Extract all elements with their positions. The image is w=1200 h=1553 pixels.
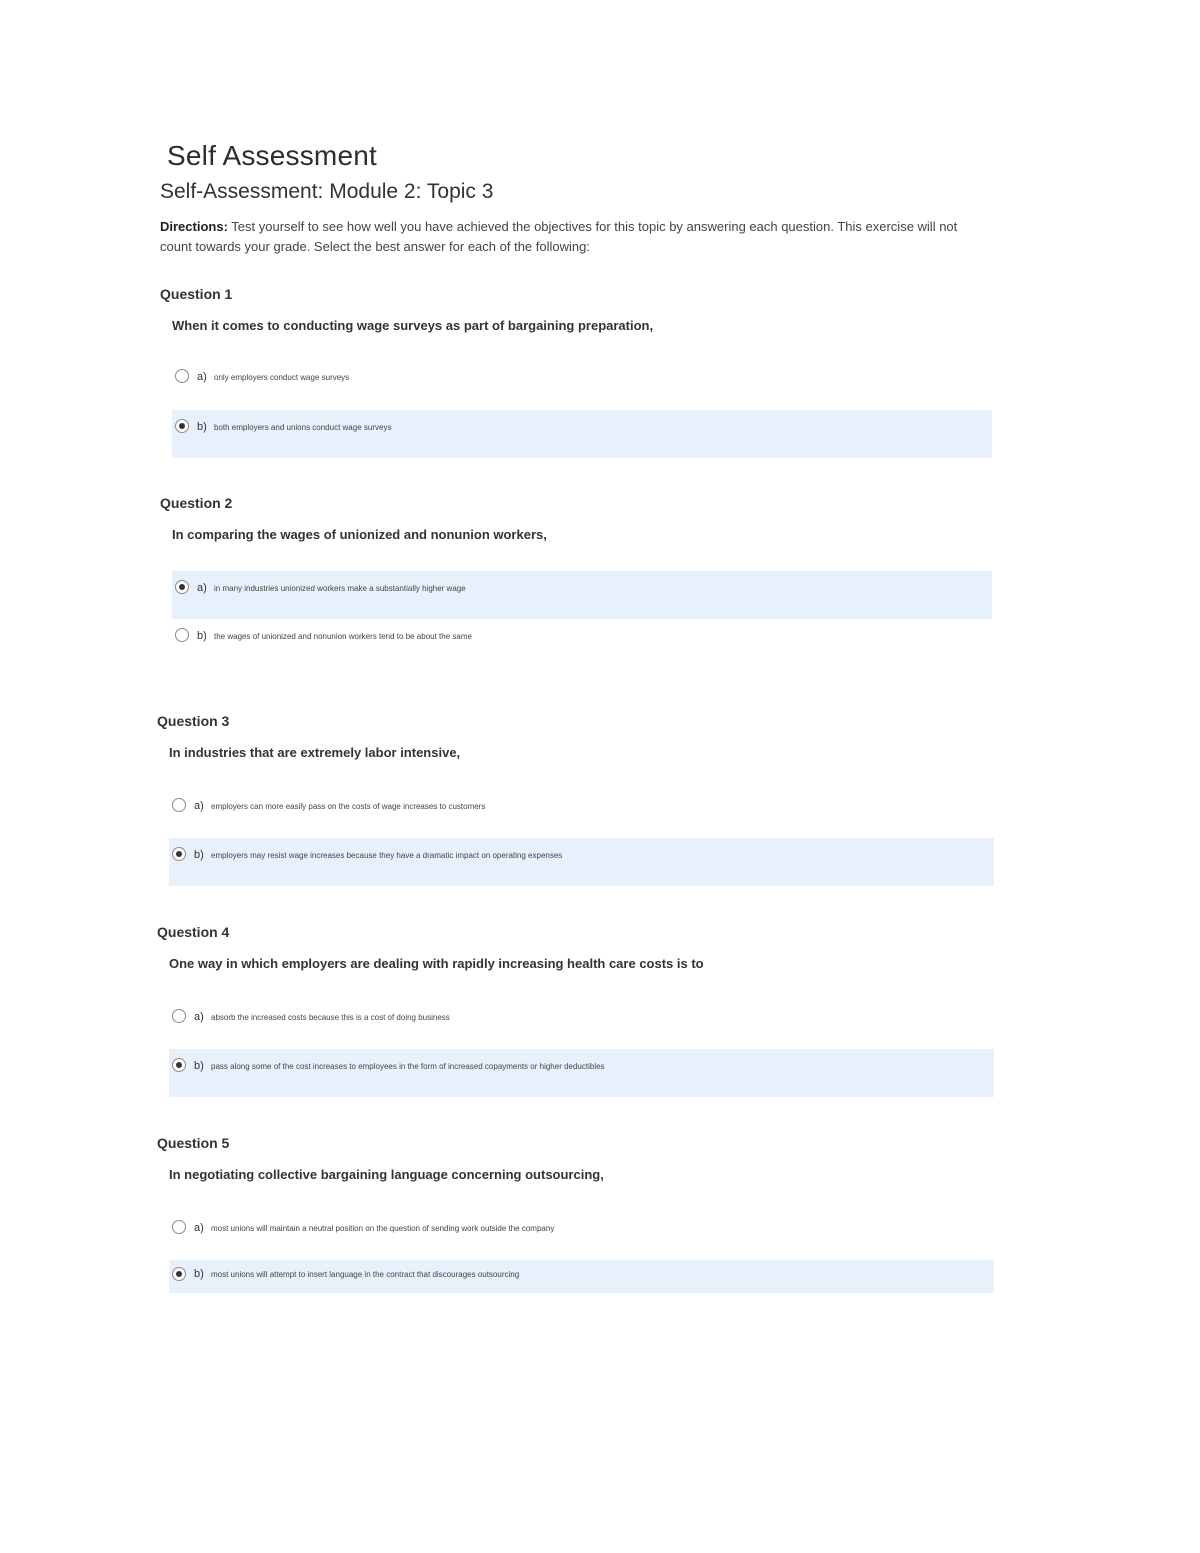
directions-label: Directions:: [160, 219, 228, 234]
page-title: Self Assessment: [167, 140, 377, 171]
answer-letter: b): [197, 421, 207, 433]
answer-letter: b): [194, 1268, 204, 1280]
radio-button-selected[interactable]: [172, 1058, 186, 1072]
question-heading: Question 2: [160, 495, 233, 511]
answer-option-a[interactable]: [172, 571, 992, 619]
question-text: One way in which employers are dealing with rapidly increasing health care costs is to: [169, 956, 704, 971]
answer-text: employers can more easily pass on the costs of wage increases to customers: [211, 802, 486, 811]
answer-letter: b): [194, 849, 204, 861]
radio-button[interactable]: [172, 1220, 186, 1234]
page-subtitle: Self-Assessment: Module 2: Topic 3: [160, 180, 494, 203]
question-heading: Question 1: [160, 286, 233, 302]
radio-button[interactable]: [175, 628, 189, 642]
question-heading: Question 3: [157, 713, 230, 729]
answer-text: the wages of unionized and nonunion workers tend to be about the same: [214, 632, 472, 641]
radio-button-selected[interactable]: [175, 419, 189, 433]
answer-text: most unions will attempt to insert language in the contract that discourages outsourcing: [211, 1270, 520, 1279]
answer-text: in many industries unionized workers make a substantially higher wage: [214, 584, 466, 593]
question-text: In industries that are extremely labor intensive,: [169, 745, 461, 760]
question-text: When it comes to conducting wage surveys as part of bargaining preparation,: [172, 318, 654, 333]
answer-letter: a): [194, 800, 204, 812]
question-5: [157, 1133, 997, 1303]
answer-text: only employers conduct wage surveys: [214, 373, 350, 382]
answer-option-b[interactable]: [169, 838, 994, 886]
answer-option-b[interactable]: [172, 410, 992, 458]
answer-option-a[interactable]: [169, 1211, 989, 1259]
answer-text: both employers and unions conduct wage surveys: [214, 423, 392, 432]
question-4: [157, 922, 997, 1102]
question-2: [160, 493, 1000, 673]
answer-letter: a): [197, 582, 207, 594]
answer-text: most unions will maintain a neutral position on the question of sending work outside the company: [211, 1224, 555, 1233]
directions: [160, 217, 990, 257]
question-3: [157, 711, 997, 891]
radio-button-selected[interactable]: [172, 1267, 186, 1281]
answer-letter: b): [194, 1060, 204, 1072]
question-text: In comparing the wages of unionized and nonunion workers,: [172, 527, 547, 542]
question-heading: Question 4: [157, 924, 230, 940]
answer-letter: a): [194, 1222, 204, 1234]
question-heading: Question 5: [157, 1135, 230, 1151]
answer-option-b[interactable]: [169, 1049, 994, 1097]
radio-button[interactable]: [172, 798, 186, 812]
answer-text: pass along some of the cost increases to employees in the form of increased copayments or higher deductibles: [211, 1062, 605, 1071]
answer-option-a[interactable]: [172, 360, 992, 408]
answer-letter: b): [197, 630, 207, 642]
answer-option-a[interactable]: [169, 789, 989, 837]
radio-button[interactable]: [175, 369, 189, 383]
directions-text: Test yourself to see how well you have achieved the objectives for this topic by answering each question. This exercise will not count towards your grade. Select the best answer for each of the following:: [160, 219, 958, 254]
question-text: In negotiating collective bargaining language concerning outsourcing,: [169, 1167, 604, 1182]
radio-button[interactable]: [172, 1009, 186, 1023]
question-1: [160, 284, 1000, 464]
answer-letter: a): [197, 371, 207, 383]
answer-letter: a): [194, 1011, 204, 1023]
answer-option-b[interactable]: [169, 1260, 994, 1293]
answer-text: employers may resist wage increases because they have a dramatic impact on operating expenses: [211, 851, 563, 860]
answer-option-a[interactable]: [169, 1000, 989, 1048]
answer-option-b[interactable]: [172, 619, 992, 667]
answer-text: absorb the increased costs because this is a cost of doing business: [211, 1013, 450, 1022]
radio-button-selected[interactable]: [172, 847, 186, 861]
radio-button-selected[interactable]: [175, 580, 189, 594]
